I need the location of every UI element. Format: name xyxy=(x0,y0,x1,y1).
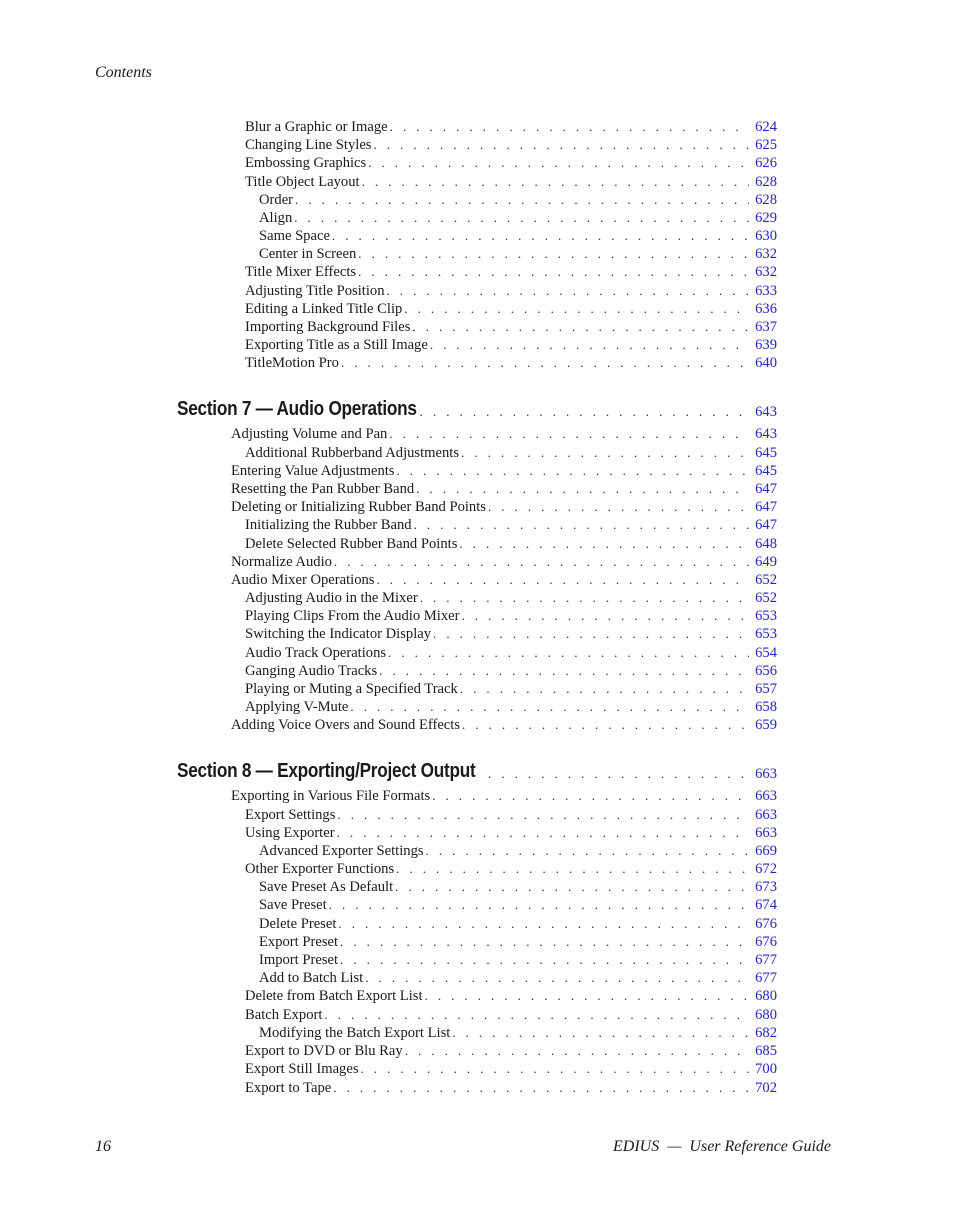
toc-entry[interactable] xyxy=(231,571,777,589)
toc-leader-dots xyxy=(333,1079,749,1097)
toc-entry[interactable] xyxy=(259,245,777,263)
toc-leader-dots xyxy=(350,698,749,716)
toc-entry-title: Order xyxy=(259,192,294,208)
toc-leader-dots xyxy=(373,136,749,154)
toc-leader-dots xyxy=(338,915,749,933)
toc-entry-title: Batch Export xyxy=(245,1007,323,1023)
toc-leader-dots xyxy=(358,263,749,281)
toc-page-link[interactable]: 682 xyxy=(755,1025,777,1041)
toc-entry[interactable] xyxy=(245,680,777,698)
toc-page-link[interactable]: 702 xyxy=(755,1080,777,1096)
toc-entry[interactable] xyxy=(259,227,777,245)
toc-page-link[interactable]: 657 xyxy=(755,681,777,697)
toc-entry-title: TitleMotion Pro xyxy=(245,355,339,371)
toc-entry[interactable] xyxy=(259,842,777,860)
toc-page-link[interactable]: 636 xyxy=(755,301,777,317)
toc-entry[interactable] xyxy=(231,498,777,516)
toc-page-link[interactable]: 647 xyxy=(755,517,777,533)
toc-page-link[interactable]: 640 xyxy=(755,355,777,371)
toc-entry-title: Import Preset xyxy=(259,952,339,968)
toc-entry-title: Playing or Muting a Specified Track xyxy=(245,681,458,697)
toc-leader-dots xyxy=(426,842,749,860)
toc-entry-title: Changing Line Styles xyxy=(245,137,372,153)
toc-leader-dots xyxy=(334,553,749,571)
toc-leader-dots xyxy=(361,1060,750,1078)
section-title: Section 8 — Exporting/Project Output xyxy=(177,760,476,782)
toc-leader-dots xyxy=(488,498,749,516)
toc-entry[interactable] xyxy=(245,662,777,680)
toc-page-link[interactable]: 663 xyxy=(755,766,777,782)
toc-page-link[interactable]: 680 xyxy=(755,988,777,1004)
toc-page-link[interactable]: 645 xyxy=(755,463,777,479)
toc-page-link[interactable]: 653 xyxy=(755,626,777,642)
toc-entry-title: Applying V-Mute xyxy=(245,699,349,715)
toc-entry[interactable] xyxy=(245,300,777,318)
toc-entry-title: Save Preset As Default xyxy=(259,879,394,895)
toc-entry-title: Switching the Indicator Display xyxy=(245,626,432,642)
toc-page-link[interactable]: 659 xyxy=(755,717,777,733)
toc-page-link[interactable]: 674 xyxy=(755,897,777,913)
toc-page-link[interactable]: 632 xyxy=(755,246,777,262)
toc-page-link[interactable]: 633 xyxy=(755,283,777,299)
toc-leader-dots xyxy=(420,402,749,422)
toc-entry[interactable] xyxy=(231,462,777,480)
toc-entry[interactable] xyxy=(231,553,777,571)
toc-entry-title: Same Space xyxy=(259,228,330,244)
toc-entry-title: Playing Clips From the Audio Mixer xyxy=(245,608,460,624)
toc-entry-title: Delete Selected Rubber Band Points xyxy=(245,536,458,552)
toc-entry-title: Title Object Layout xyxy=(245,174,360,190)
toc-leader-dots xyxy=(396,860,749,878)
toc-leader-dots xyxy=(368,154,749,172)
toc-leader-dots xyxy=(337,806,749,824)
toc-leader-dots xyxy=(389,425,749,443)
toc-page-link[interactable]: 624 xyxy=(755,119,777,135)
toc-entry[interactable] xyxy=(245,336,777,354)
toc-entry-title: Export to DVD or Blu Ray xyxy=(245,1043,403,1059)
toc-page-link[interactable]: 680 xyxy=(755,1007,777,1023)
toc-entry-title: Modifying the Batch Export List xyxy=(259,1025,451,1041)
toc-entry[interactable] xyxy=(259,915,777,933)
toc-page-link[interactable]: 629 xyxy=(755,210,777,226)
toc-entry[interactable] xyxy=(245,860,777,878)
toc-page-link[interactable]: 700 xyxy=(755,1061,777,1077)
toc-entry[interactable] xyxy=(245,987,777,1005)
toc-entry-title: Entering Value Adjustments xyxy=(231,463,395,479)
toc-page-link[interactable]: 658 xyxy=(755,699,777,715)
toc-entry[interactable] xyxy=(245,806,777,824)
toc-page-link[interactable]: 663 xyxy=(755,807,777,823)
toc-page-link[interactable]: 653 xyxy=(755,608,777,624)
toc-page-link[interactable]: 672 xyxy=(755,861,777,877)
toc-entry[interactable] xyxy=(245,1042,777,1060)
toc-entry[interactable] xyxy=(245,644,777,662)
toc-page-link[interactable]: 654 xyxy=(755,645,777,661)
toc-entry[interactable] xyxy=(231,716,777,734)
toc-entry[interactable] xyxy=(245,444,777,462)
toc-page-link[interactable]: 625 xyxy=(755,137,777,153)
toc-page-link[interactable]: 676 xyxy=(755,934,777,950)
toc-leader-dots xyxy=(459,535,749,553)
toc-leader-dots xyxy=(462,716,749,734)
toc-page-link[interactable]: 645 xyxy=(755,445,777,461)
toc-entry-title: Center in Screen xyxy=(259,246,357,262)
toc-leader-dots xyxy=(452,1024,749,1042)
toc-entry[interactable] xyxy=(245,354,777,372)
toc-entry[interactable] xyxy=(245,589,777,607)
page-number: 16 xyxy=(95,1138,111,1155)
toc-leader-dots xyxy=(341,354,749,372)
toc-leader-dots xyxy=(379,662,749,680)
toc-entry[interactable] xyxy=(245,625,777,643)
toc-leader-dots xyxy=(332,227,749,245)
toc-leader-dots xyxy=(430,336,749,354)
toc-page-link[interactable]: 626 xyxy=(755,155,777,171)
toc-entry-title: Deleting or Initializing Rubber Band Points xyxy=(231,499,486,515)
toc-entry-title: Resetting the Pan Rubber Band xyxy=(231,481,415,497)
toc-entry[interactable] xyxy=(245,118,777,136)
toc-entry-title: Additional Rubberband Adjustments xyxy=(245,445,460,461)
toc-page-link[interactable]: 648 xyxy=(755,536,777,552)
toc-entry-title: Exporting in Various File Formats xyxy=(231,788,431,804)
toc-page-link[interactable]: 663 xyxy=(755,825,777,841)
toc-leader-dots xyxy=(425,987,749,1005)
toc-leader-dots xyxy=(324,1006,749,1024)
toc-entry[interactable] xyxy=(259,933,777,951)
toc-leader-dots xyxy=(294,209,749,227)
toc-entry[interactable] xyxy=(245,516,777,534)
toc-leader-dots xyxy=(365,969,749,987)
toc-page-link[interactable]: 628 xyxy=(755,192,777,208)
toc-page-link[interactable]: 643 xyxy=(755,426,777,442)
toc-entry-title: Export Preset xyxy=(259,934,339,950)
toc-leader-dots xyxy=(388,644,749,662)
toc-entry[interactable] xyxy=(259,878,777,896)
toc-entry-title: Adjusting Volume and Pan xyxy=(231,426,388,442)
toc-entry-title: Title Mixer Effects xyxy=(245,264,357,280)
toc-entry[interactable] xyxy=(245,607,777,625)
toc-leader-dots xyxy=(488,764,749,784)
toc-entry[interactable] xyxy=(231,425,777,443)
toc-entry-title: Align xyxy=(259,210,293,226)
toc-entry-title: Save Preset xyxy=(259,897,327,913)
toc-leader-dots xyxy=(412,318,749,336)
toc-entry-title: Adjusting Title Position xyxy=(245,283,385,299)
toc-leader-dots xyxy=(416,480,749,498)
toc-page-link[interactable]: 637 xyxy=(755,319,777,335)
toc-page-link[interactable]: 677 xyxy=(755,970,777,986)
toc-entry[interactable] xyxy=(259,951,777,969)
toc-entry[interactable] xyxy=(245,824,777,842)
toc-page-link[interactable]: 647 xyxy=(755,481,777,497)
toc-leader-dots xyxy=(397,462,750,480)
toc-page-link[interactable]: 663 xyxy=(755,788,777,804)
toc-entry[interactable] xyxy=(245,282,777,300)
toc-entry-title: Importing Background Files xyxy=(245,319,411,335)
toc-entry-title: Editing a Linked Title Clip xyxy=(245,301,403,317)
toc-entry[interactable] xyxy=(245,698,777,716)
toc-entry-title: Delete from Batch Export List xyxy=(245,988,423,1004)
toc-page-link[interactable]: 677 xyxy=(755,952,777,968)
toc-entry-title: Audio Track Operations xyxy=(245,645,387,661)
toc-leader-dots xyxy=(358,245,749,263)
toc-entry-title: Normalize Audio xyxy=(231,554,332,570)
toc-page-link[interactable]: 685 xyxy=(755,1043,777,1059)
toc-entry[interactable] xyxy=(259,969,777,987)
toc-entry-title: Delete Preset xyxy=(259,916,337,932)
toc-entry-title: Export Settings xyxy=(245,807,336,823)
toc-leader-dots xyxy=(390,118,749,136)
toc-entry[interactable] xyxy=(245,154,777,172)
toc-page-link[interactable]: 639 xyxy=(755,337,777,353)
toc-entry[interactable] xyxy=(231,480,777,498)
toc-entry-title: Initializing the Rubber Band xyxy=(245,517,412,533)
toc-page-link[interactable]: 656 xyxy=(755,663,777,679)
toc-leader-dots xyxy=(337,824,749,842)
running-header: Contents xyxy=(95,64,152,81)
toc-page-link[interactable]: 676 xyxy=(755,916,777,932)
toc-entry[interactable] xyxy=(259,191,777,209)
toc-entry-title: Add to Batch List xyxy=(259,970,364,986)
toc-leader-dots xyxy=(433,625,749,643)
toc-entry-title: Adding Voice Overs and Sound Effects xyxy=(231,717,461,733)
toc-entry[interactable] xyxy=(259,209,777,227)
toc-entry[interactable] xyxy=(245,1006,777,1024)
toc-leader-dots xyxy=(329,896,749,914)
toc-entry[interactable] xyxy=(231,787,777,805)
toc-leader-dots xyxy=(362,173,749,191)
toc-leader-dots xyxy=(460,680,749,698)
toc-entry-title: Blur a Graphic or Image xyxy=(245,119,388,135)
toc-page-link[interactable]: 628 xyxy=(755,174,777,190)
toc-leader-dots xyxy=(376,571,749,589)
toc-entry-title: Export Still Images xyxy=(245,1061,359,1077)
toc-entry-title: Export to Tape xyxy=(245,1080,332,1096)
toc-leader-dots xyxy=(340,951,749,969)
toc-entry[interactable] xyxy=(245,136,777,154)
toc-page-link[interactable]: 673 xyxy=(755,879,777,895)
toc-leader-dots xyxy=(395,878,749,896)
toc-leader-dots xyxy=(295,191,749,209)
toc-entry-title: Advanced Exporter Settings xyxy=(259,843,424,859)
toc-page-link[interactable]: 630 xyxy=(755,228,777,244)
toc-entry-title: Other Exporter Functions xyxy=(245,861,395,877)
toc-page-link[interactable]: 643 xyxy=(755,404,777,420)
toc-entry-title: Using Exporter xyxy=(245,825,335,841)
toc-section-heading[interactable] xyxy=(177,758,777,784)
toc-leader-dots xyxy=(432,787,749,805)
toc-page-link[interactable]: 649 xyxy=(755,554,777,570)
toc-leader-dots xyxy=(461,607,749,625)
toc-entry-title: Adjusting Audio in the Mixer xyxy=(245,590,418,606)
toc-page-link[interactable]: 652 xyxy=(755,590,777,606)
toc-entry-title: Audio Mixer Operations xyxy=(231,572,375,588)
toc-entry[interactable] xyxy=(245,1079,777,1097)
toc-page-link[interactable]: 632 xyxy=(755,264,777,280)
toc-leader-dots xyxy=(461,444,749,462)
toc-entry-title: Ganging Audio Tracks xyxy=(245,663,378,679)
toc-entry-title: Embossing Graphics xyxy=(245,155,367,171)
toc-entry[interactable] xyxy=(259,1024,777,1042)
toc-page-link[interactable]: 647 xyxy=(755,499,777,515)
toc-leader-dots xyxy=(420,589,749,607)
toc-page-link[interactable]: 652 xyxy=(755,572,777,588)
section-title: Section 7 — Audio Operations xyxy=(177,398,417,420)
toc-entry[interactable] xyxy=(245,535,777,553)
toc-entry[interactable] xyxy=(259,896,777,914)
toc-entry-title: Exporting Title as a Still Image xyxy=(245,337,428,353)
toc-entry[interactable] xyxy=(245,173,777,191)
toc-leader-dots xyxy=(414,516,749,534)
toc-leader-dots xyxy=(340,933,749,951)
toc-page-link[interactable]: 669 xyxy=(755,843,777,859)
toc-entry[interactable] xyxy=(245,263,777,281)
toc-leader-dots xyxy=(387,282,750,300)
toc-entry[interactable] xyxy=(245,1060,777,1078)
toc-entry[interactable] xyxy=(245,318,777,336)
book-title: EDIUS — User Reference Guide xyxy=(612,1138,831,1155)
toc-leader-dots xyxy=(405,1042,749,1060)
toc-section-heading[interactable] xyxy=(177,396,777,422)
toc-leader-dots xyxy=(404,300,749,318)
